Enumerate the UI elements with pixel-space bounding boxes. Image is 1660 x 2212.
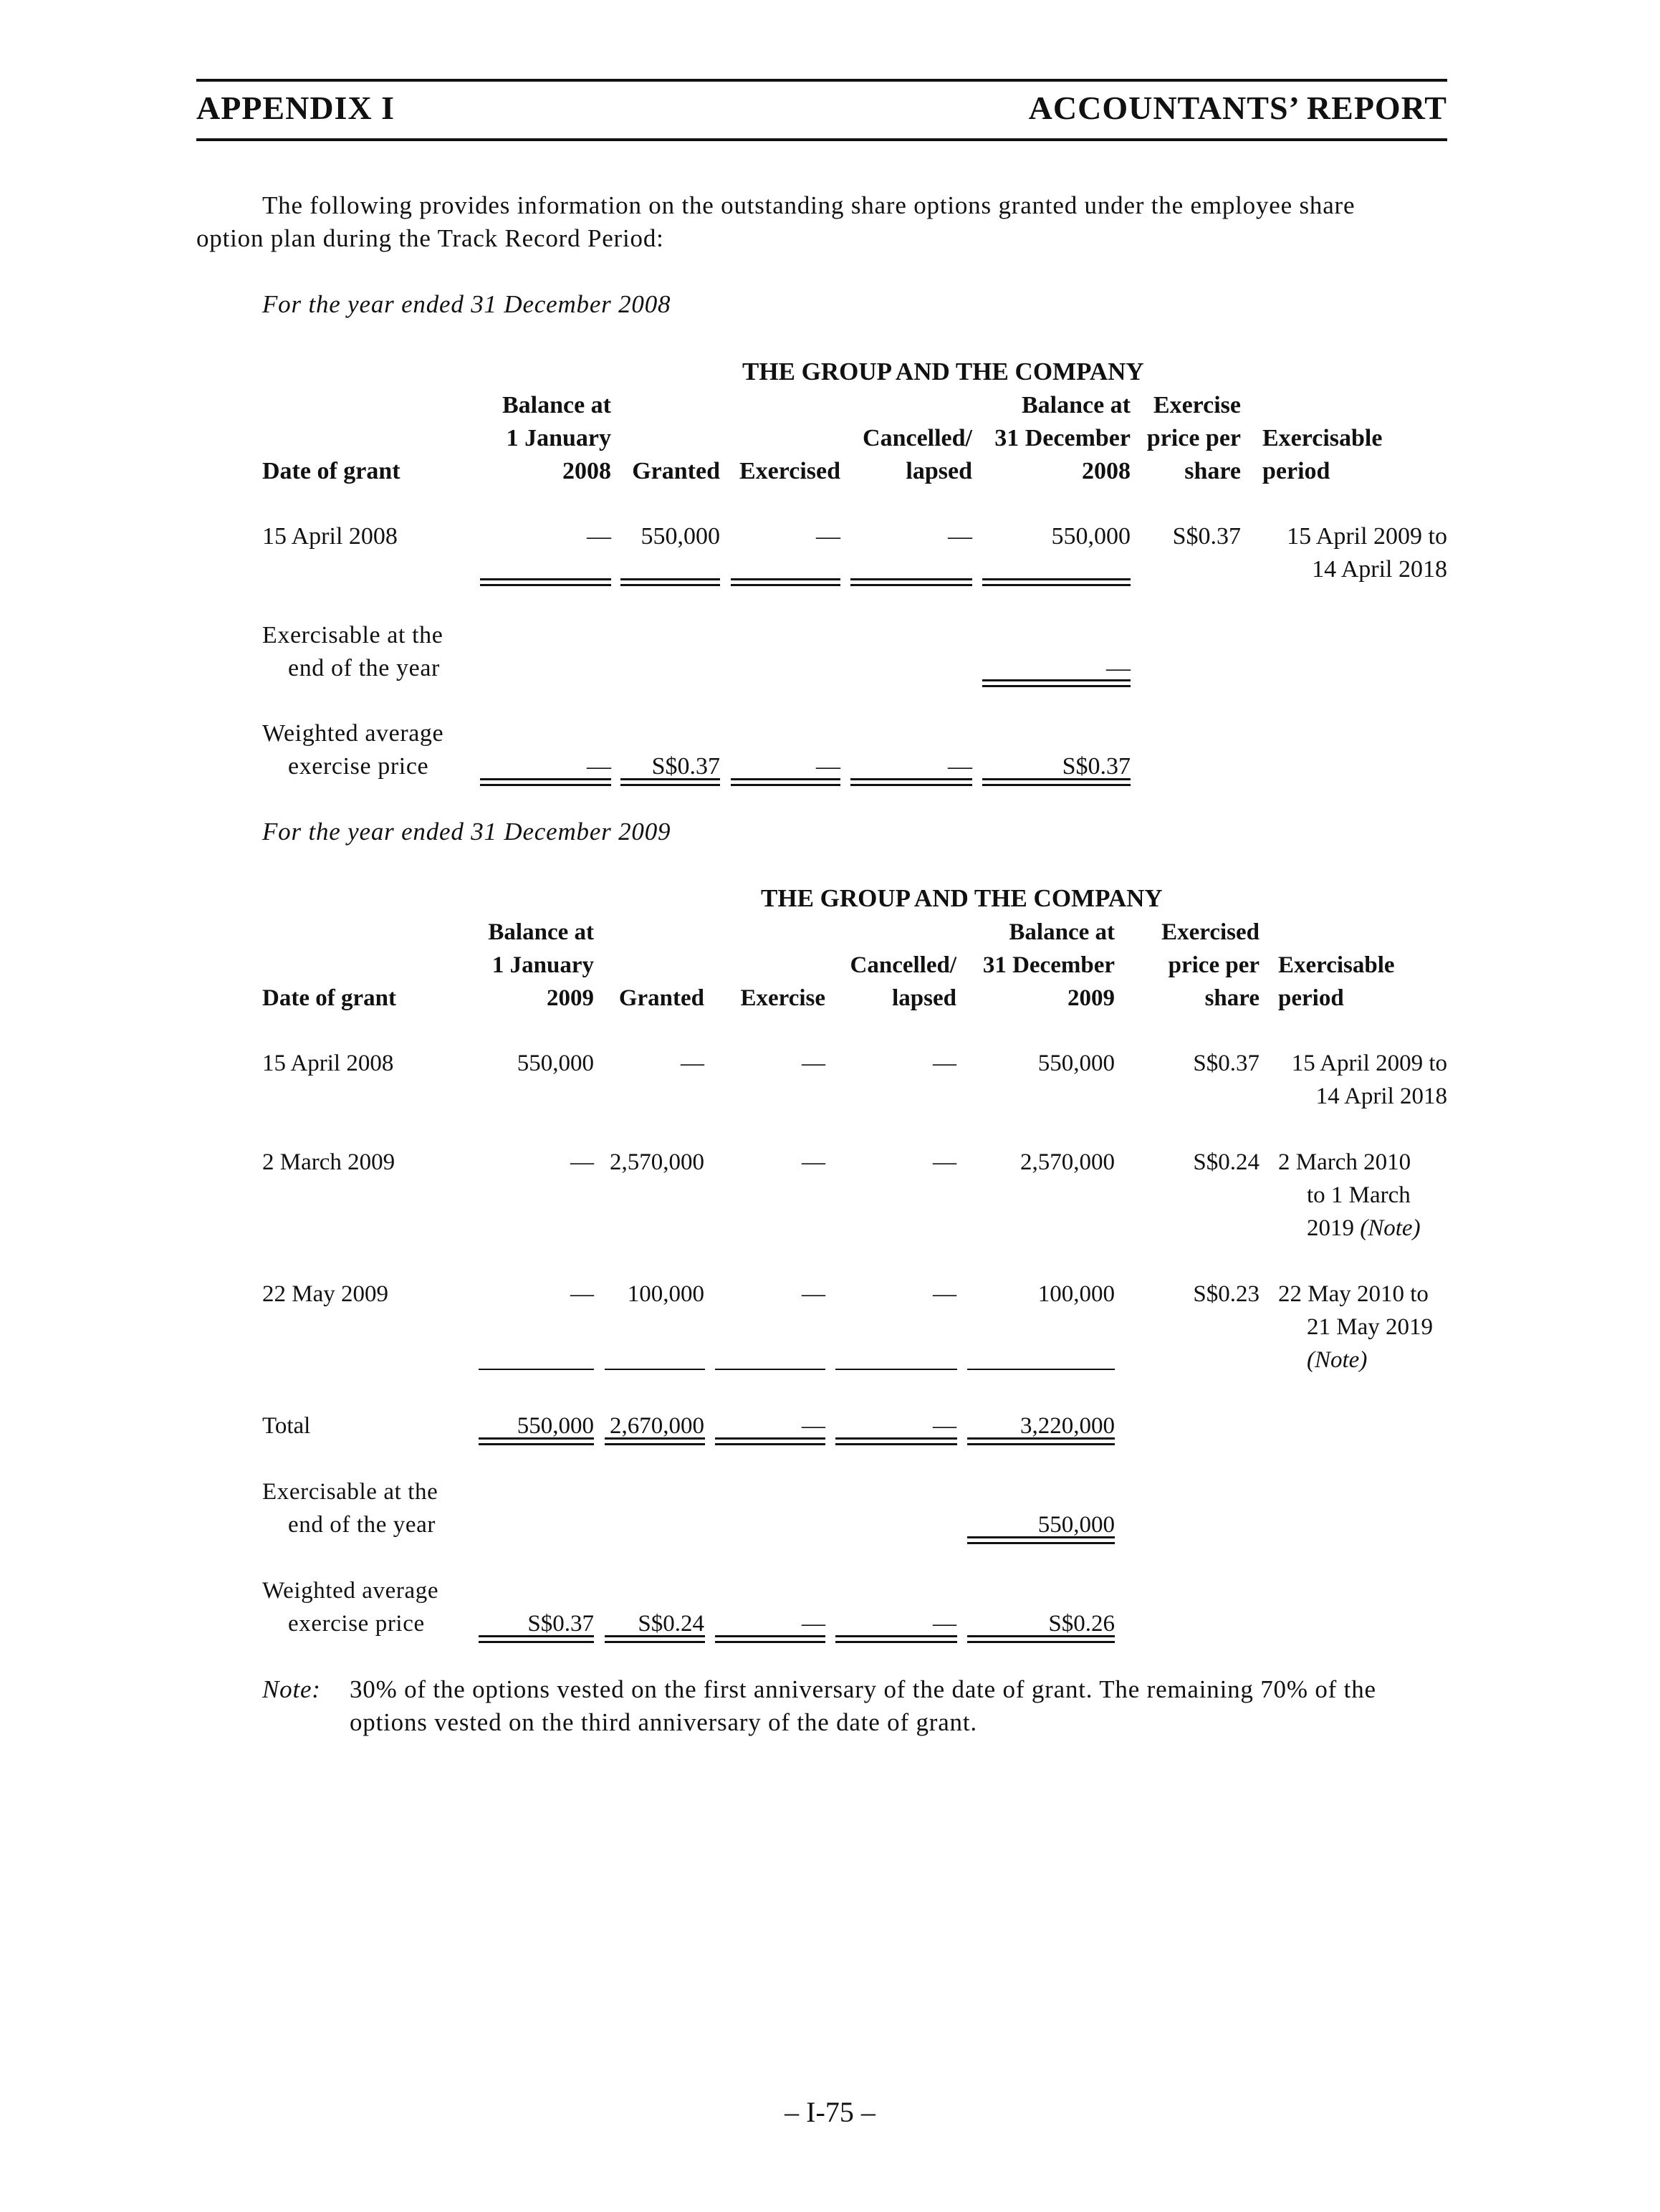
- total-cancelled: —: [933, 1413, 956, 1439]
- row-balance-close: 2,570,000: [1020, 1149, 1115, 1175]
- double-underline: [480, 578, 611, 586]
- col-price-header-3: share: [1204, 985, 1260, 1011]
- intro-line-1: The following provides information on the outstanding share options granted under the employee share: [262, 191, 1356, 219]
- row-date: 15 April 2008: [262, 1050, 394, 1076]
- row-period-2: 14 April 2018: [1312, 556, 1447, 583]
- col-cancelled-header-1: Cancelled/: [850, 952, 956, 978]
- row-note-ref: (Note): [1360, 1215, 1421, 1241]
- col-cancelled-header-2: lapsed: [892, 985, 956, 1011]
- col-balance-close-header-2: 31 December: [982, 952, 1115, 978]
- note-line-2: options vested on the third anniversary of the date of grant.: [350, 1708, 977, 1736]
- double-underline: [480, 778, 611, 786]
- col-date-header: Date of grant: [262, 458, 400, 484]
- double-underline: [967, 1437, 1115, 1445]
- total-balance-open: 550,000: [517, 1413, 594, 1439]
- wavg-label-1: Weighted average: [262, 720, 444, 747]
- report-title: ACCOUNTANTS’ REPORT: [1028, 90, 1447, 126]
- wavg-cancelled: —: [933, 1611, 956, 1637]
- col-period-header-1: Exercisable: [1262, 425, 1383, 451]
- row-period-2: to 1 March: [1307, 1182, 1411, 1208]
- col-period-header-2: period: [1262, 458, 1330, 484]
- row-price: S$0.24: [1193, 1149, 1260, 1175]
- row-cancelled: —: [933, 1050, 956, 1076]
- row-period-3: [1307, 1212, 1421, 1245]
- appendix-title: APPENDIX I: [196, 90, 395, 126]
- exercisable-label-1: Exercisable at the: [262, 622, 443, 648]
- col-balance-open-header-3: 2008: [562, 458, 611, 484]
- single-underline: [605, 1369, 705, 1370]
- table-2009-group-title: THE GROUP AND THE COMPANY: [761, 884, 1163, 912]
- table-2008-group-title: THE GROUP AND THE COMPANY: [742, 358, 1144, 386]
- wavg-granted: S$0.37: [651, 753, 720, 780]
- double-underline: [479, 1437, 594, 1445]
- total-balance-close: 3,220,000: [1020, 1413, 1115, 1439]
- double-underline: [731, 778, 840, 786]
- col-exercise-header: Exercise: [740, 985, 825, 1011]
- total-exercise: —: [802, 1413, 825, 1439]
- table-2009-caption: For the year ended 31 December 2009: [262, 818, 671, 846]
- col-granted-header: Granted: [618, 985, 704, 1011]
- wavg-balance-open: —: [587, 753, 611, 780]
- double-underline: [605, 1437, 705, 1445]
- double-underline: [982, 679, 1131, 687]
- wavg-exercise: —: [802, 1611, 825, 1637]
- row-cancelled: —: [933, 1149, 956, 1175]
- total-granted: 2,670,000: [610, 1413, 704, 1439]
- row-balance-open: —: [570, 1281, 594, 1307]
- double-underline: [715, 1635, 825, 1643]
- double-underline: [731, 578, 840, 586]
- row-balance-close: 550,000: [1051, 523, 1131, 550]
- row-period-1: 22 May 2010 to: [1278, 1281, 1429, 1307]
- wavg-granted: S$0.24: [638, 1611, 704, 1637]
- row-period-1: 15 April 2009 to: [1287, 523, 1447, 550]
- col-cancelled-header-1: Cancelled/: [863, 425, 972, 451]
- wavg-label-1: Weighted average: [262, 1578, 439, 1604]
- col-balance-close-header-1: Balance at: [1021, 392, 1131, 418]
- header-top-rule: [196, 79, 1447, 82]
- row-date: 15 April 2008: [262, 523, 398, 550]
- double-underline: [850, 578, 972, 586]
- double-underline: [982, 778, 1131, 786]
- col-cancelled-header-2: lapsed: [906, 458, 972, 484]
- exercisable-value: 550,000: [1037, 1512, 1115, 1538]
- double-underline: [479, 1635, 594, 1643]
- row-granted: 2,570,000: [610, 1149, 704, 1175]
- row-date: 22 May 2009: [262, 1281, 388, 1307]
- row-balance-open: —: [587, 523, 611, 550]
- col-price-header-2: price per: [1168, 952, 1260, 978]
- row-period-3-text: 2019: [1307, 1215, 1354, 1241]
- wavg-exercised: —: [816, 753, 840, 780]
- col-balance-close-header-1: Balance at: [1009, 919, 1115, 945]
- col-price-header-1: Exercised: [1161, 919, 1260, 945]
- single-underline: [715, 1369, 825, 1370]
- col-balance-close-header-2: 31 December: [994, 425, 1131, 451]
- col-balance-open-header-2: 1 January: [506, 425, 611, 451]
- double-underline: [605, 1635, 705, 1643]
- row-cancelled: —: [948, 523, 972, 550]
- single-underline: [479, 1369, 594, 1370]
- col-price-header-2: price per: [1146, 425, 1241, 451]
- double-underline: [835, 1635, 957, 1643]
- exercisable-label-2: end of the year: [288, 1512, 436, 1538]
- row-date: 2 March 2009: [262, 1149, 395, 1175]
- col-granted-header: Granted: [632, 458, 720, 484]
- row-period-2: 14 April 2018: [1315, 1083, 1447, 1109]
- row-period-1: 15 April 2009 to: [1291, 1050, 1447, 1076]
- col-exercised-header: Exercised: [739, 458, 840, 484]
- exercisable-value: —: [1106, 655, 1131, 681]
- header-bottom-rule: [196, 138, 1447, 141]
- double-underline: [967, 1635, 1115, 1643]
- note-line-1: 30% of the options vested on the first anniversary of the date of grant. The remaining 70% of the: [350, 1675, 1376, 1703]
- double-underline: [835, 1437, 957, 1445]
- col-balance-close-header-3: 2008: [1082, 458, 1131, 484]
- row-exercise: —: [802, 1281, 825, 1307]
- col-balance-open-header-1: Balance at: [502, 392, 611, 418]
- row-price: S$0.37: [1193, 1050, 1260, 1076]
- row-balance-close: 100,000: [1037, 1281, 1115, 1307]
- note-label: Note:: [262, 1675, 321, 1703]
- col-balance-close-header-3: 2009: [1068, 985, 1115, 1011]
- row-price: S$0.23: [1193, 1281, 1260, 1307]
- col-price-header-1: Exercise: [1153, 392, 1241, 418]
- row-exercise: —: [802, 1149, 825, 1175]
- row-balance-open: 550,000: [517, 1050, 594, 1076]
- double-underline: [620, 778, 720, 786]
- wavg-balance-open: S$0.37: [527, 1611, 594, 1637]
- double-underline: [982, 578, 1131, 586]
- row-granted: 550,000: [641, 523, 720, 550]
- row-exercise: —: [802, 1050, 825, 1076]
- wavg-balance-close: S$0.26: [1048, 1611, 1115, 1637]
- col-period-header-1: Exercisable: [1278, 952, 1395, 978]
- col-balance-open-header-3: 2009: [547, 985, 594, 1011]
- col-period-header-2: period: [1278, 985, 1344, 1011]
- row-granted: —: [681, 1050, 704, 1076]
- row-period-1: 2 March 2010: [1278, 1149, 1411, 1175]
- double-underline: [967, 1536, 1115, 1544]
- total-label: Total: [262, 1413, 311, 1439]
- col-balance-open-header-1: Balance at: [488, 919, 594, 945]
- single-underline: [967, 1369, 1115, 1370]
- row-price: S$0.37: [1172, 523, 1241, 550]
- row-granted: 100,000: [627, 1281, 704, 1307]
- exercisable-label-2: end of the year: [288, 655, 440, 681]
- page-number: – I-75 –: [785, 2096, 875, 2128]
- table-2008-caption: For the year ended 31 December 2008: [262, 290, 671, 318]
- col-date-header: Date of grant: [262, 985, 396, 1011]
- row-cancelled: —: [933, 1281, 956, 1307]
- double-underline: [850, 778, 972, 786]
- wavg-label-2: exercise price: [288, 1611, 425, 1637]
- double-underline: [620, 578, 720, 586]
- double-underline: [715, 1437, 825, 1445]
- row-period-2: 21 May 2019: [1307, 1314, 1433, 1340]
- wavg-cancelled: —: [948, 753, 972, 780]
- row-exercised: —: [816, 523, 840, 550]
- col-balance-open-header-2: 1 January: [491, 952, 594, 978]
- row-balance-open: —: [570, 1149, 594, 1175]
- intro-line-2: option plan during the Track Record Period:: [196, 224, 664, 252]
- row-note-ref: (Note): [1307, 1347, 1368, 1373]
- row-balance-close: 550,000: [1037, 1050, 1115, 1076]
- wavg-balance-close: S$0.37: [1062, 753, 1131, 780]
- exercisable-label-1: Exercisable at the: [262, 1479, 438, 1505]
- single-underline: [835, 1369, 957, 1370]
- col-price-header-3: share: [1184, 458, 1241, 484]
- wavg-label-2: exercise price: [288, 753, 429, 780]
